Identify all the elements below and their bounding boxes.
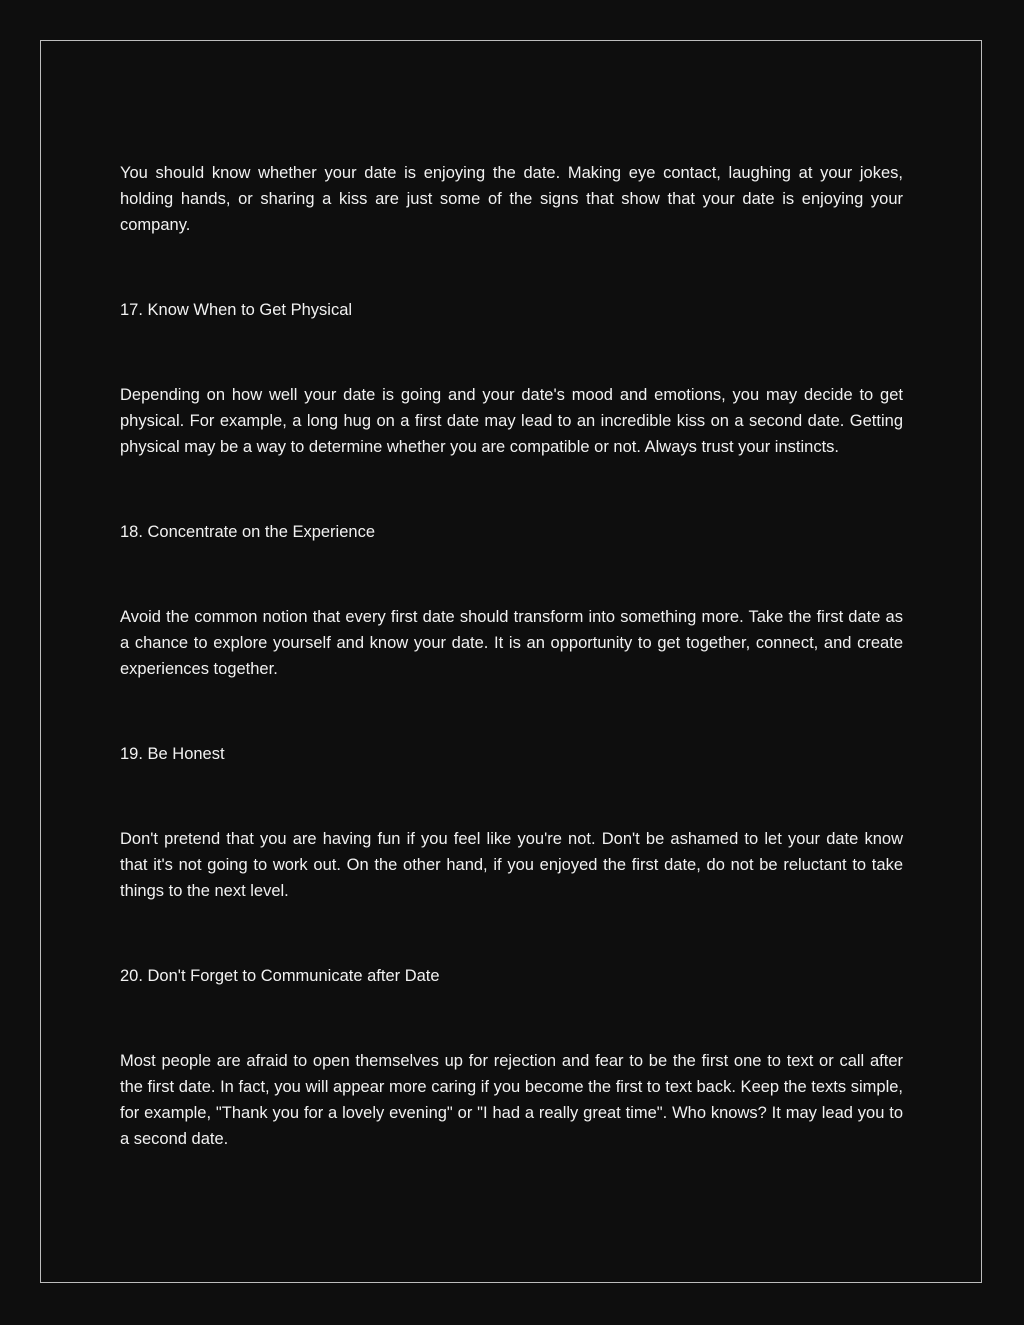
spacer: [120, 238, 903, 297]
spacer: [120, 989, 903, 1048]
paragraph-be-honest: Don't pretend that you are having fun if you feel like you're not. Don't be ashamed to let your date know that it's not going to work out. On the other hand, if you enjoyed the first date, do not be reluctant to take things to the next level.: [120, 830, 903, 900]
heading-19-be-honest: 19. Be Honest: [120, 745, 225, 763]
heading-20-communicate-after-date: 20. Don't Forget to Communicate after Date: [120, 967, 440, 985]
paragraph-getting-physical: Depending on how well your date is going and your date's mood and emotions, you may decide to get physical. For example, a long hug on a first date may lead to an incredible kiss on a second date. Getting physical may be a way to determine whether you are compatible or not. Always trust your instincts.: [120, 386, 903, 456]
spacer: [120, 767, 903, 826]
heading-18-concentrate-on-experience: 18. Concentrate on the Experience: [120, 523, 376, 541]
spacer: [120, 904, 903, 963]
paragraph-communicate: Most people are afraid to open themselves up for rejection and fear to be the first one to text or call after the first date. In fact, you will appear more caring if you become the first to text back. Keep the texts simple, for example, "Thank you for a lovely evening" or "I had a really great time". Who knows? It may lead you to a second date.: [120, 1052, 903, 1148]
paragraph-experience: Avoid the common notion that every first date should transform into something more. Take the first date as a chance to explore yourself and know your date. It is an opportunity to get together, connect, and create experiences together.: [120, 608, 903, 678]
paragraph-enjoying-date: You should know whether your date is enjoying the date. Making eye contact, laughing at your jokes, holding hands, or sharing a kiss are just some of the signs that show that your date is enjoying your company.: [120, 164, 903, 234]
spacer: [120, 682, 903, 741]
spacer: [120, 323, 903, 382]
heading-17-know-when-to-get-physical: 17. Know When to Get Physical: [120, 301, 353, 319]
spacer: [120, 460, 903, 519]
document-content: [120, 160, 903, 1152]
spacer: [120, 545, 903, 604]
